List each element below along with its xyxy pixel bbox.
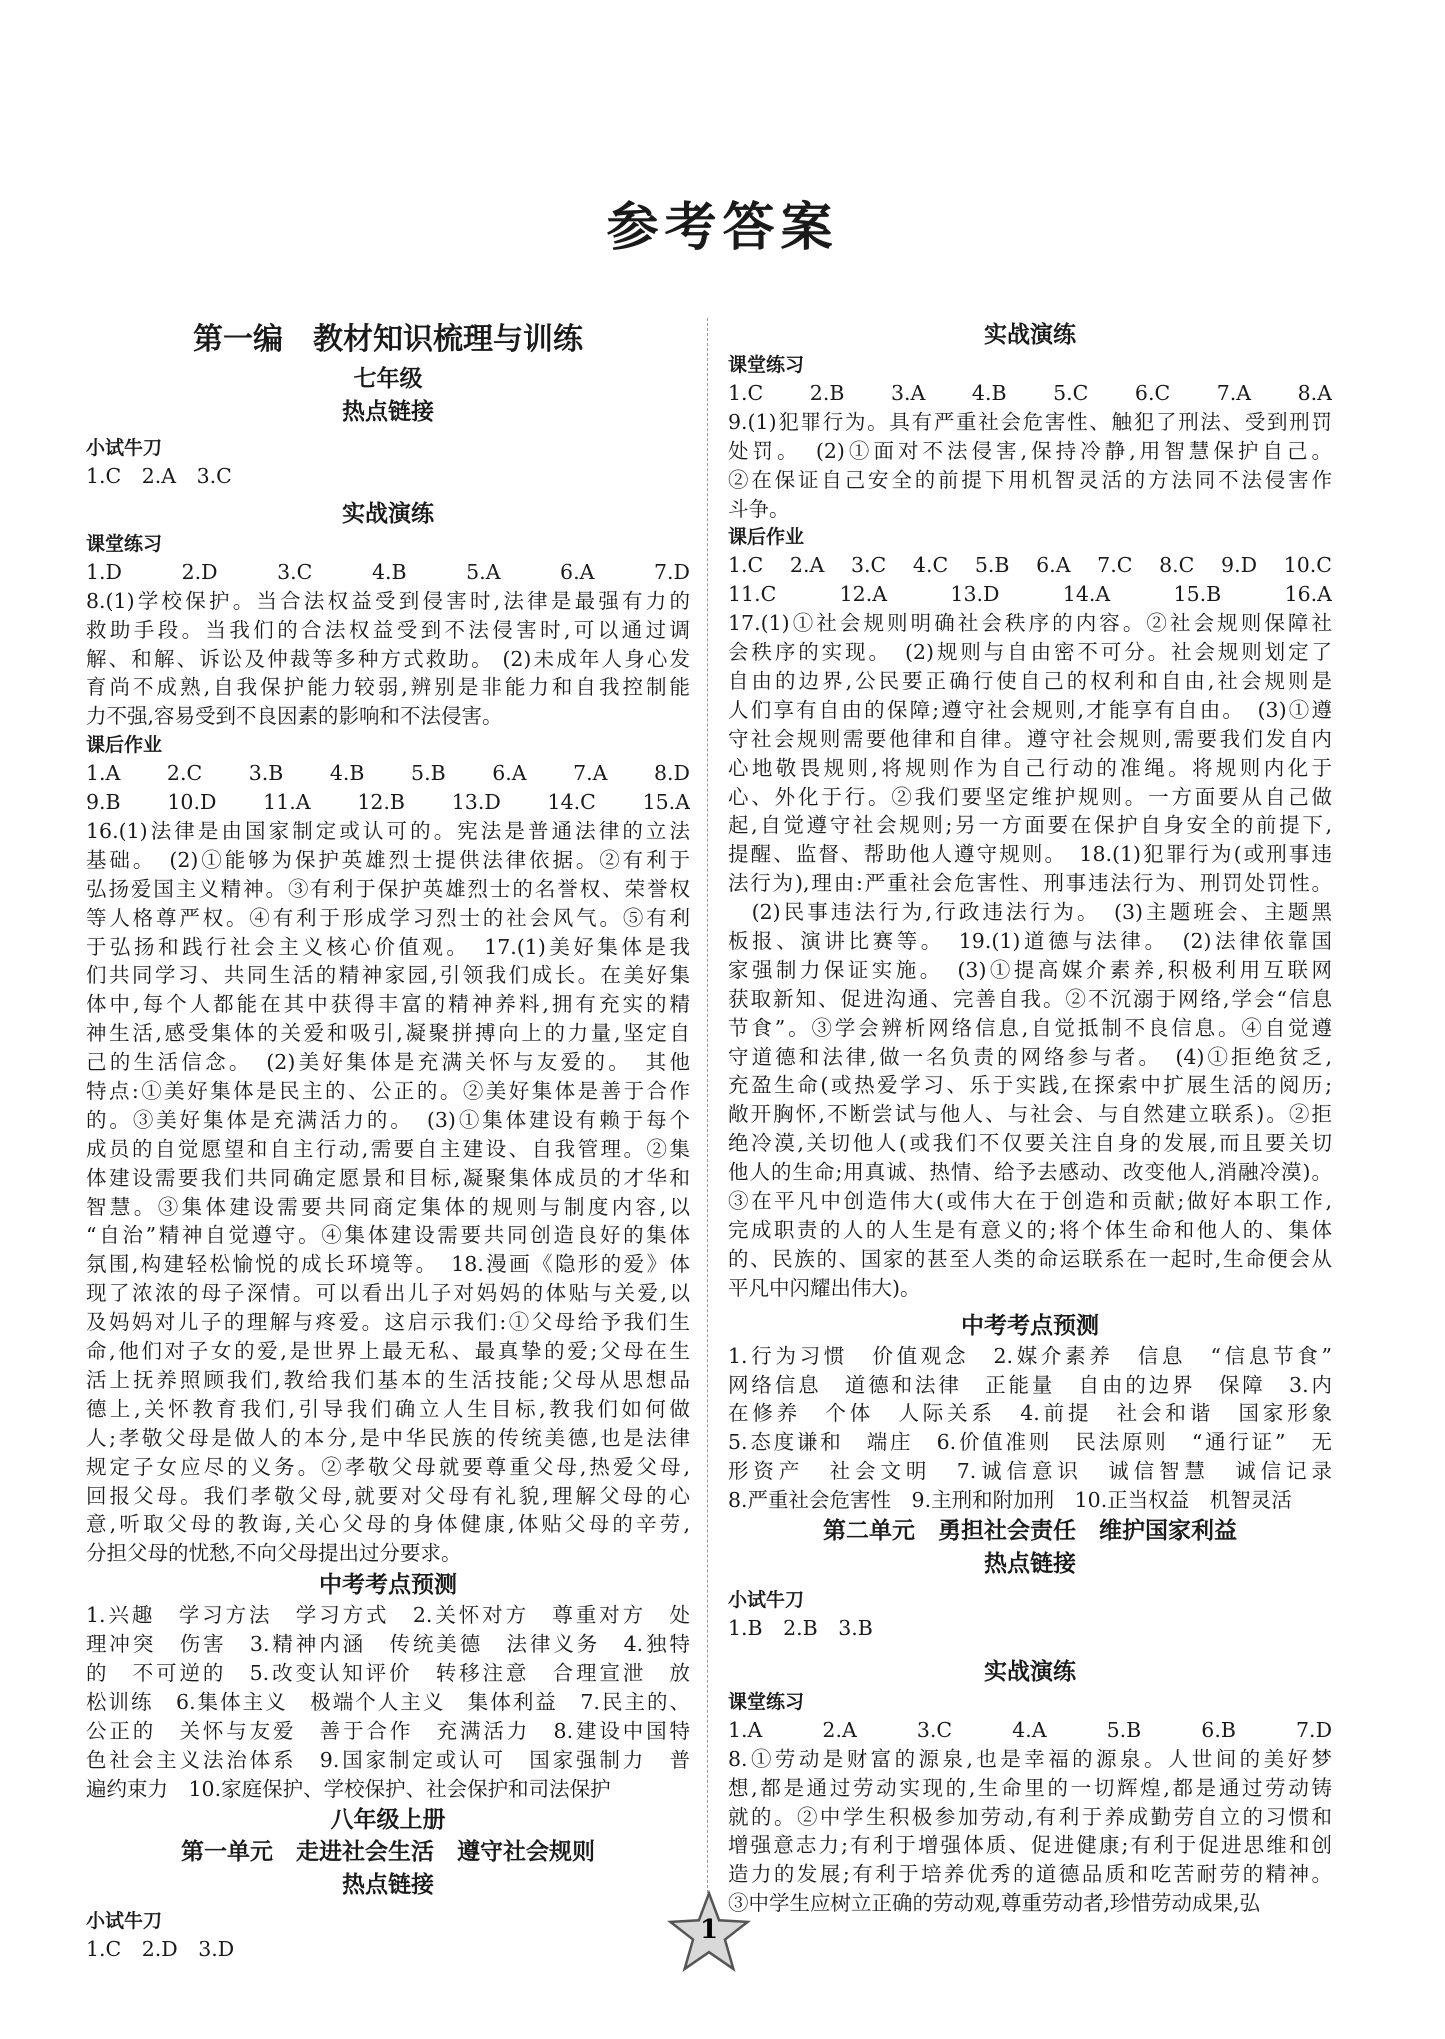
answer-line: 松训练 6.集体主义 极端个人主义 集体利益 7.民主的、 bbox=[86, 1689, 690, 1714]
answer-line: 充盈生命(或热爱学习、乐于实践,在探索中扩展生活的阅历; bbox=[728, 1073, 1332, 1098]
unit-heading: 第二单元 勇担社会责任 维护国家利益 bbox=[823, 1516, 1237, 1544]
answer-line: 1.A 2.C 3.B 4.B 5.B 6.A 7.A 8.D bbox=[86, 761, 690, 786]
answer-block bbox=[728, 551, 1332, 1302]
part-title: 第一编 教材知识梳理与训练 bbox=[193, 322, 583, 357]
answer-line: 法行为),理由:严重社会危害性、刑事违法行为、刑罚处罚性。 bbox=[728, 871, 1332, 896]
section-heading: 实战演练 bbox=[984, 321, 1076, 348]
answer-line: 色社会主义法治体系 9.国家制定或认可 国家强制力 普 bbox=[86, 1747, 690, 1772]
section-heading: 实战演练 bbox=[984, 1657, 1076, 1685]
subsection-heading: 小试牛刀 bbox=[728, 1588, 805, 1611]
answer-block bbox=[86, 1935, 690, 1964]
answer-line: 们共同学习、共同生活的精神家园,引领我们成长。在美好集 bbox=[86, 963, 690, 988]
answer-line: 1.行为习惯 价值观念 2.媒介素养 信息 “信息节食” bbox=[728, 1343, 1332, 1368]
section-heading: 热点链接 bbox=[342, 1871, 434, 1899]
subsection-heading: 课后作业 bbox=[86, 734, 163, 757]
section-heading: 热点链接 bbox=[342, 398, 434, 425]
answer-line: 心、外化于行。②我们要坚定维护规则。一方面要从自己做 bbox=[728, 784, 1332, 809]
answer-line: 1.兴趣 学习方法 学习方式 2.关怀对方 尊重对方 处 bbox=[86, 1603, 690, 1628]
section-heading: 热点链接 bbox=[984, 1549, 1076, 1577]
answer-line: 想,都是通过劳动实现的,生命里的一切辉煌,都是通过劳动铸 bbox=[728, 1775, 1332, 1800]
answer-line: 1.D 2.D 3.C 4.B 5.A 6.A 7.D bbox=[86, 559, 690, 584]
answer-line: 8.(1)学校保护。当合法权益受到侵害时,法律是最强有力的 bbox=[86, 588, 690, 613]
answer-line: 斗争。 bbox=[728, 496, 790, 521]
answer-line: ③中学生应树立正确的劳动观,尊重劳动者,珍惜劳动成果,弘 bbox=[728, 1891, 1261, 1916]
answer-line: “自治”精神自觉遵守。④集体建设需要共同创造良好的集体 bbox=[86, 1223, 690, 1248]
subsection-heading: 小试牛刀 bbox=[86, 1910, 163, 1933]
answer-block bbox=[728, 1614, 1332, 1643]
subsection-heading: 小试牛刀 bbox=[86, 437, 163, 459]
answer-line: 于弘扬和践行社会主义核心价值观。 17.(1)美好集体是我 bbox=[86, 934, 690, 959]
answer-line: 守道德和法律,做一名负责的网络参与者。 (4)①拒绝贫乏, bbox=[728, 1044, 1332, 1069]
section-heading: 实战演练 bbox=[342, 499, 434, 527]
answer-line: 9.B 10.D 11.A 12.B 13.D 14.C 15.A bbox=[86, 790, 690, 815]
answer-block bbox=[728, 1716, 1332, 1918]
answer-line: 回报父母。我们孝敬父母,就要对父母有礼貌,理解父母的心 bbox=[86, 1483, 690, 1508]
answer-block bbox=[86, 558, 690, 731]
answer-line: 板报、演讲比赛等。 19.(1)道德与法律。 (2)法律依靠国 bbox=[728, 929, 1332, 954]
answer-line: 活上抚养照顾我们,教给我们基本的生活技能;父母从思想品 bbox=[86, 1367, 690, 1392]
answer-line: 造力的发展;有利于培养优秀的道德品质和吃苦耐劳的精神。 bbox=[728, 1862, 1332, 1887]
answer-line: 会秩序的实现。 (2)规则与自由密不可分。社会规则划定了 bbox=[728, 640, 1332, 665]
answer-line: 网络信息 道德和法律 正能量 自由的边界 保障 3.内 bbox=[728, 1372, 1332, 1397]
answer-line: 形资产 社会文明 7.诚信意识 诚信智慧 诚信记录 bbox=[728, 1459, 1332, 1484]
answer-line: 就的。②中学生积极参加劳动,有利于养成勤劳自立的习惯和 bbox=[728, 1804, 1332, 1829]
answer-line: 1.B 2.B 3.B bbox=[728, 1615, 873, 1640]
answer-line: 守社会规则需要他律和自律。遵守社会规则,需要我们发自内 bbox=[728, 726, 1332, 751]
answer-line: 解、和解、诉讼及仲裁等多种方式救助。 (2)未成年人身心发 bbox=[86, 646, 690, 671]
answer-line: 8.严重社会危害性 9.主刑和附加刑 10.正当权益 机智灵活 bbox=[728, 1488, 1292, 1513]
right-column bbox=[728, 318, 1332, 1918]
subsection-heading: 课堂练习 bbox=[728, 1690, 805, 1713]
answer-line: 9.(1)犯罪行为。具有严重社会危害性、触犯了刑法、受到刑罚 bbox=[728, 409, 1332, 434]
answer-line: 德上,关怀教育我们,引导我们确立人生目标,教我们如何做 bbox=[86, 1396, 690, 1421]
answer-line: 及妈妈对儿子的理解与疼爱。这启示我们:①父母给予我们生 bbox=[86, 1310, 690, 1335]
answer-line: 1.C 2.D 3.D bbox=[86, 1937, 235, 1962]
left-column bbox=[86, 318, 690, 1964]
answer-line: 理冲突 伤害 3.精神内涵 传统美德 法律义务 4.独特 bbox=[86, 1632, 690, 1657]
answer-line: 的 不可逆的 5.改变认知评价 转移注意 合理宣泄 放 bbox=[86, 1660, 690, 1685]
answer-line: ③在平凡中创造伟大(或伟大在于创造和贡献;做好本职工作, bbox=[728, 1189, 1332, 1214]
answer-line: 基础。 (2)①能够为保护英雄烈士提供法律依据。②有利于 bbox=[86, 847, 690, 872]
subsection-heading: 课堂练习 bbox=[728, 354, 805, 376]
answer-line: 平凡中闪耀出伟大)。 bbox=[728, 1275, 921, 1300]
answer-line: 心地敬畏规则,将规则作为自己行动的准绳。将规则内化于 bbox=[728, 755, 1332, 780]
answer-line: (2)民事违法行为,行政违法行为。 (3)主题班会、主题黑 bbox=[728, 900, 1332, 925]
answer-line: 1.A 2.A 3.C 4.A 5.B 6.B 7.D bbox=[728, 1717, 1332, 1742]
answer-line: 等人格尊严权。④有利于形成学习烈士的社会风气。⑤有利 bbox=[86, 905, 690, 930]
answer-line: 人们享有自由的保障;遵守社会规则,才能享有自由。 (3)①遵 bbox=[728, 697, 1332, 722]
answer-block bbox=[86, 759, 690, 1568]
answer-line: 的、民族的、国家的甚至人类的命运联系在一起时,生命便会从 bbox=[728, 1246, 1332, 1271]
answer-line: 5.态度谦和 端庄 6.价值准则 民法原则 “通行证” 无 bbox=[728, 1430, 1332, 1455]
answer-line: 起,自觉遵守社会规则;另一方面要在保护自身安全的前提下, bbox=[728, 813, 1332, 838]
answer-line: 在修养 个体 人际关系 4.前提 社会和谐 国家形象 bbox=[728, 1401, 1332, 1426]
answer-line: 公正的 关怀与友爱 善于合作 充满活力 8.建设中国特 bbox=[86, 1718, 690, 1743]
section-heading: 中考考点预测 bbox=[319, 1571, 457, 1599]
answer-line: 获取新知、促进沟通、完善自我。②不沉溺于网络,学会“信息 bbox=[728, 986, 1332, 1011]
answer-block bbox=[728, 379, 1332, 523]
answer-line: 1.C 2.A 3.C bbox=[86, 464, 232, 488]
answer-line: 分担父母的忧愁,不向父母提出过分要求。 bbox=[86, 1541, 462, 1566]
answer-line: 自由的边界,公民要正确行使自己的权利和自由,社会规则是 bbox=[728, 669, 1332, 694]
answer-line: 17.(1)①社会规则明确社会秩序的内容。②社会规则保障社 bbox=[728, 611, 1332, 636]
answer-line: 命,他们对子女的爱,是世界上最无私、最真挚的爱;父母在生 bbox=[86, 1339, 690, 1364]
page-number: 1 bbox=[699, 1915, 719, 1945]
answer-line: 人;孝敬父母是做人的本分,是中华民族的传统美德,也是法律 bbox=[86, 1425, 690, 1450]
grade-heading: 七年级 bbox=[353, 365, 423, 392]
section-heading: 八年级上册 bbox=[330, 1806, 446, 1834]
answer-line: 特点:①美好集体是民主的、公正的。②美好集体是善于合作 bbox=[86, 1079, 690, 1104]
answer-line: 处罚。 (2)①面对不法侵害,保持冷静,用智慧保护自己。 bbox=[728, 438, 1332, 463]
answer-line: 体建设需要我们共同确定愿景和目标,凝聚集体成员的才华和 bbox=[86, 1165, 690, 1190]
answer-block bbox=[86, 462, 690, 491]
subsection-heading: 课后作业 bbox=[728, 526, 805, 549]
answer-line: 11.C 12.A 13.D 14.A 15.B 16.A bbox=[728, 582, 1332, 607]
answer-line: 育尚不成熟,自我保护能力较弱,辨别是非能力和自我控制能 bbox=[86, 675, 690, 700]
answer-line: 1.C 2.B 3.A 4.B 5.C 6.C 7.A 8.A bbox=[728, 381, 1332, 405]
answer-line: 8.①劳动是财富的源泉,也是幸福的源泉。人世间的美好梦 bbox=[728, 1746, 1332, 1771]
answer-line: 敞开胸怀,不断尝试与他人、与社会、与自然建立联系)。②拒 bbox=[728, 1102, 1332, 1127]
answer-line: 1.C 2.A 3.C 4.C 5.B 6.A 7.C 8.C 9.D 10.C bbox=[728, 553, 1332, 578]
answer-line: 提醒、监督、帮助他人遵守规则。 18.(1)犯罪行为(或刑事违 bbox=[728, 842, 1332, 867]
answer-line: 救助手段。当我们的合法权益受到不法侵害时,可以通过调 bbox=[86, 617, 690, 642]
answer-line: 增强意志力;有利于增强体质、促进健康;有利于促进思维和创 bbox=[728, 1833, 1332, 1858]
unit-heading: 第一单元 走进社会生活 遵守社会规则 bbox=[181, 1838, 595, 1866]
answer-line: 意,听取父母的教诲,关心父母的身体健康,体贴父母的辛劳, bbox=[86, 1512, 690, 1537]
answer-line: 成员的自觉愿望和自主行动,需要自主建设、自我管理。②集 bbox=[86, 1136, 690, 1161]
column-divider bbox=[707, 318, 708, 1928]
answer-line: ②在保证自己安全的前提下用机智灵活的方法同不法侵害作 bbox=[728, 467, 1332, 492]
answer-line: 规定子女应尽的义务。②孝敬父母就要尊重父母,热爱父母, bbox=[86, 1454, 690, 1479]
answer-line: 神生活,感受集体的关爱和吸引,凝聚拼搏向上的力量,坚定自 bbox=[86, 1021, 690, 1046]
answer-line: 己的生活信念。 (2)美好集体是充满关怀与友爱的。 其他 bbox=[86, 1050, 690, 1075]
answer-line: 体中,每个人都能在其中获得丰富的精神养料,拥有充实的精 bbox=[86, 992, 690, 1017]
answer-line: 他人的生命;用真诚、热情、给予去感动、改变他人,消融冷漠)。 bbox=[728, 1160, 1332, 1185]
answer-line: 完成职责的人的人生是有意义的;将个体生命和他人的、集体 bbox=[728, 1217, 1332, 1242]
answer-line: 遍约束力 10.家庭保护、学校保护、社会保护和司法保护 bbox=[86, 1776, 611, 1801]
answer-block bbox=[86, 1601, 690, 1803]
page-title: 参考答案 bbox=[606, 197, 839, 258]
answer-line: 智慧。③集体建设需要共同商定集体的规则与制度内容,以 bbox=[86, 1194, 690, 1219]
answer-line: 绝冷漠,关切他人(或我们不仅要关注自身的发展,而且要关切 bbox=[728, 1131, 1332, 1156]
answer-line: 力不强,容易受到不良因素的影响和不法侵害。 bbox=[86, 704, 503, 729]
section-heading: 中考考点预测 bbox=[961, 1311, 1099, 1339]
answer-line: 氛围,构建轻松愉悦的成长环境等。 18.漫画《隐形的爱》体 bbox=[86, 1252, 690, 1277]
answer-line: 家强制力保证实施。 (3)①提高媒介素养,积极利用互联网 bbox=[728, 957, 1332, 982]
answer-line: 现了浓浓的母子深情。可以看出儿子对妈妈的体贴与关爱,以 bbox=[86, 1281, 690, 1306]
subsection-heading: 课堂练习 bbox=[86, 532, 163, 555]
answer-block bbox=[728, 1342, 1332, 1515]
answer-line: 的。③美好集体是充满活力的。 (3)①集体建设有赖于每个 bbox=[86, 1107, 690, 1132]
answer-line: 节食”。③学会辨析网络信息,自觉抵制不良信息。④自觉遵 bbox=[728, 1015, 1332, 1040]
answer-line: 弘扬爱国主义精神。③有利于保护英雄烈士的名誉权、荣誉权 bbox=[86, 876, 690, 901]
answer-line: 16.(1)法律是由国家制定或认可的。宪法是普通法律的立法 bbox=[86, 819, 690, 844]
